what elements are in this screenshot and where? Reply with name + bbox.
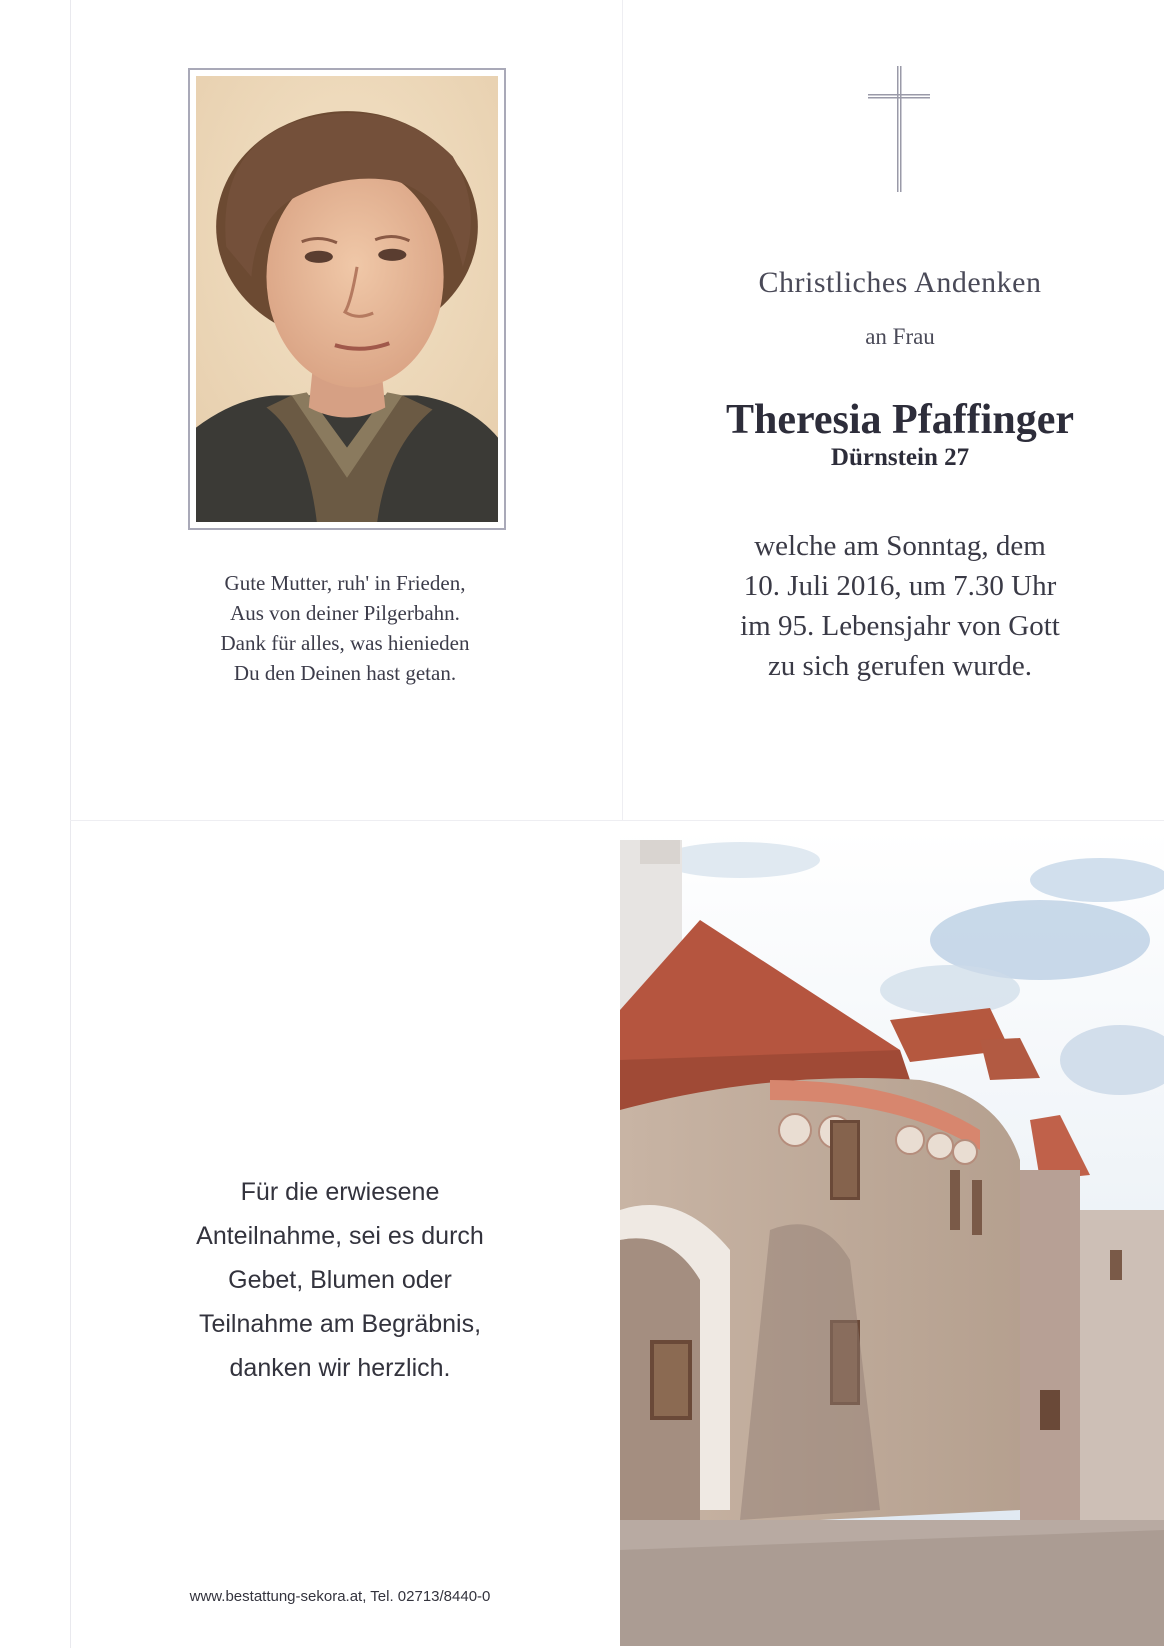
poem-line: Aus von deiner Pilgerbahn. bbox=[230, 601, 460, 625]
deceased-name: Theresia Pfaffinger bbox=[726, 397, 1074, 443]
poem-line: Gute Mutter, ruh' in Frieden, bbox=[224, 571, 466, 595]
death-notice-line: zu sich gerufen wurde. bbox=[767, 650, 1033, 682]
village-painting bbox=[620, 830, 1164, 1646]
building-illustration bbox=[620, 830, 1164, 1646]
portrait-frame bbox=[188, 68, 506, 530]
card-edge bbox=[70, 0, 71, 1648]
portrait-photo bbox=[196, 76, 498, 522]
death-notice-line: im 95. Lebensjahr von Gott bbox=[740, 610, 1060, 642]
death-notice-line: 10. Juli 2016, um 7.30 Uhr bbox=[743, 570, 1057, 602]
thanks-line: Gebet, Blumen oder bbox=[228, 1266, 452, 1294]
funeral-home-contact: www.bestattung-sekora.at, Tel. 02713/8440-0 bbox=[189, 1588, 491, 1605]
deceased-address: Dürnstein 27 bbox=[830, 444, 970, 471]
thanks-message bbox=[150, 1170, 530, 1390]
poem-line: Dank für alles, was hienieden bbox=[220, 631, 470, 655]
salutation: an Frau bbox=[865, 324, 935, 349]
thanks-line: Anteilnahme, sei es durch bbox=[196, 1222, 484, 1250]
poem-line: Du den Deinen hast getan. bbox=[233, 661, 457, 685]
death-notice bbox=[660, 526, 1140, 686]
memorial-poem bbox=[130, 568, 560, 688]
thanks-line: Teilnahme am Begräbnis, bbox=[198, 1310, 482, 1338]
death-notice-line: welche am Sonntag, dem bbox=[754, 530, 1046, 562]
memorial-title: Christliches Andenken bbox=[758, 266, 1042, 299]
fold-line-horizontal bbox=[70, 820, 1164, 821]
thanks-line: Für die erwiesene bbox=[240, 1178, 440, 1206]
fold-line-vertical bbox=[622, 0, 623, 820]
cross-icon bbox=[868, 66, 930, 192]
thanks-line: danken wir herzlich. bbox=[229, 1354, 451, 1382]
